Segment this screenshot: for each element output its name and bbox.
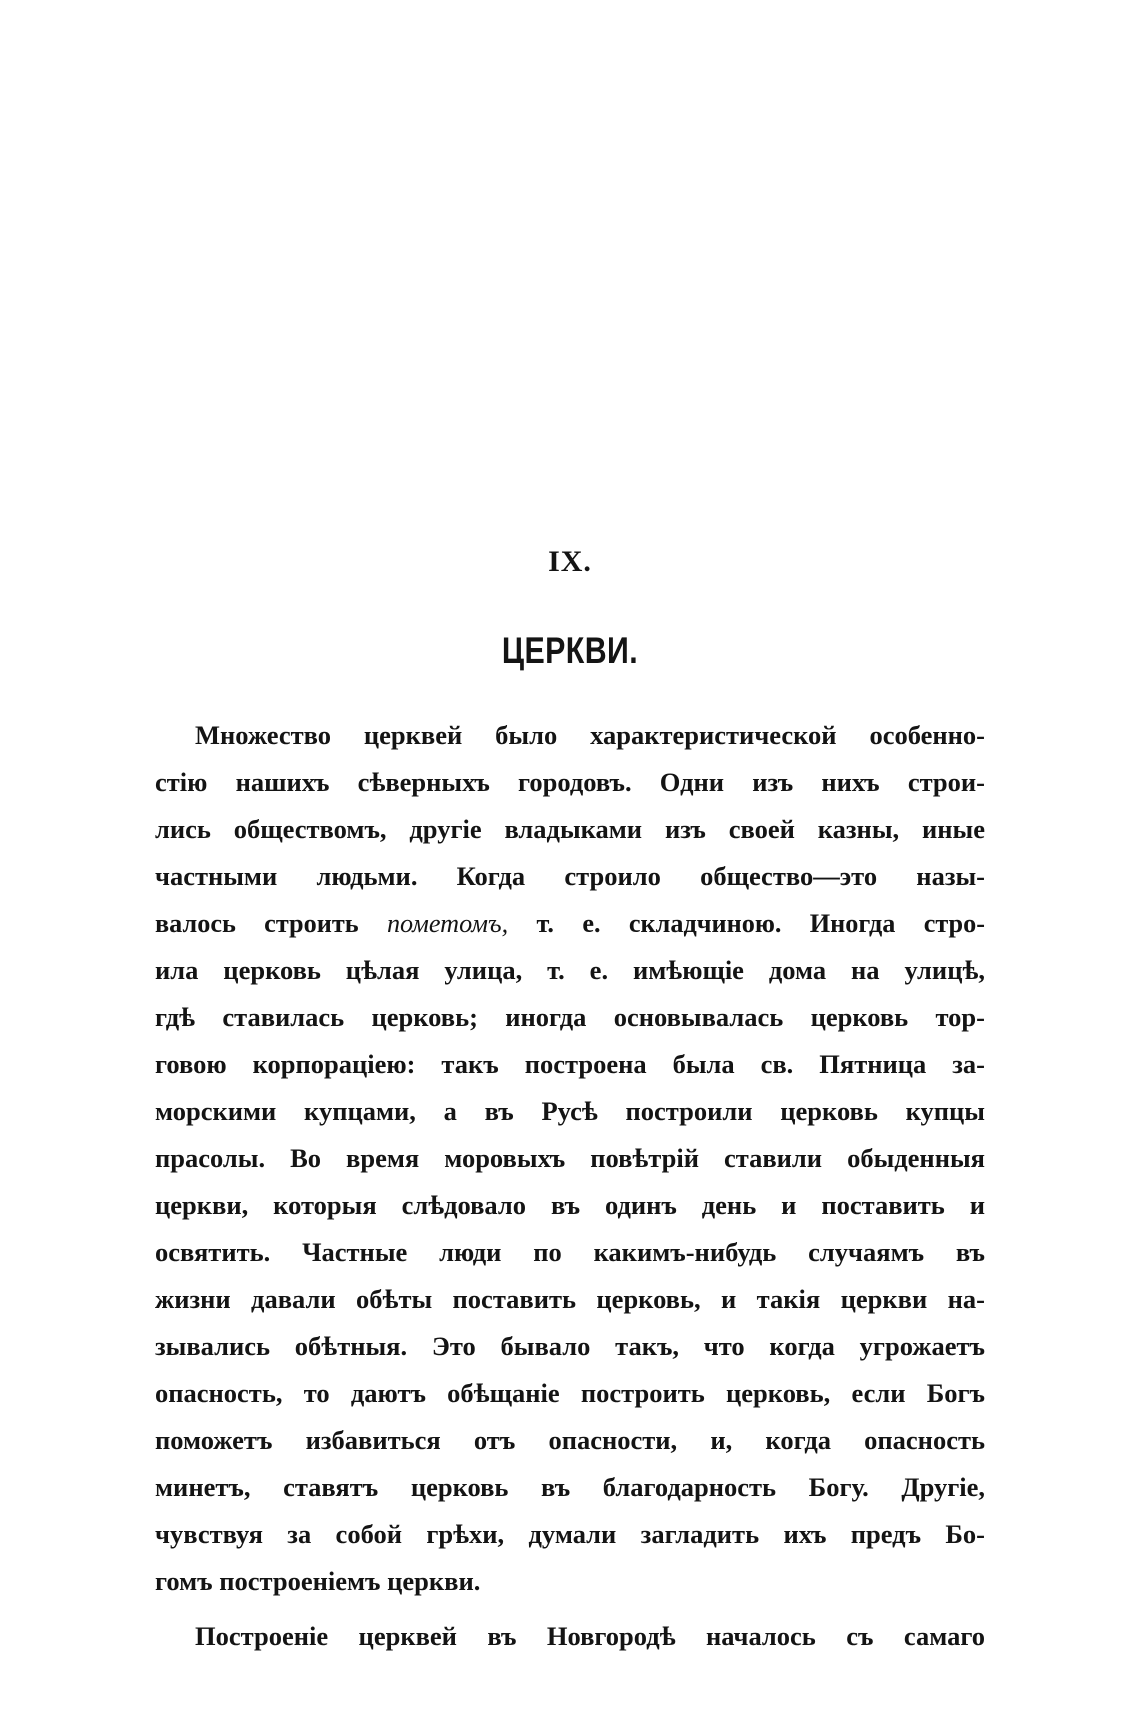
text-line (155, 900, 985, 947)
text-line: Построеніе церквей въ Новгородѣ началось съ самаго (195, 1621, 985, 1651)
text-line: лись обществомъ, другіе владыками изъ своей казны, иные (155, 814, 985, 844)
text-line: церкви, которыя слѣдовало въ одинъ день и поставить и (155, 1190, 985, 1220)
chapter-number: IX. (548, 545, 592, 578)
text-line: поможетъ избавиться отъ опасности, и, когда опасность (155, 1425, 985, 1455)
paragraph (155, 712, 985, 1605)
text-line: жизни давали обѣты поставить церковь, и такія церкви на- (155, 1284, 985, 1314)
text-line: минетъ, ставятъ церковь въ благодарность Богу. Другіе, (155, 1472, 985, 1502)
text-line: освятить. Частные люди по какимъ-нибудь случаямъ въ (155, 1237, 985, 1267)
text-line: Множество церквей было характеристической особенно- (195, 720, 985, 750)
text-line: гомъ построеніемъ церкви. (155, 1566, 481, 1596)
paragraph (155, 1613, 985, 1660)
text-line: опасность, то даютъ обѣщаніе построить церковь, если Богъ (155, 1378, 985, 1408)
text-line: частными людьми. Когда строило общество—это назы- (155, 861, 985, 891)
text-line: морскими купцами, а въ Русѣ построили церковь купцы (155, 1096, 985, 1126)
text-run: валось строить (155, 909, 359, 938)
text-line: стію нашихъ сѣверныхъ городовъ. Одни изъ нихъ строи- (155, 767, 985, 797)
chapter-title: ЦЕРКВИ. (501, 630, 639, 671)
text-line: прасолы. Во время моровыхъ повѣтрій ставили обыденныя (155, 1143, 985, 1173)
body-text (155, 712, 985, 1660)
text-line: зывались обѣтныя. Это бывало такъ, что когда угрожаетъ (155, 1331, 985, 1361)
text-line: гдѣ ставилась церковь; иногда основывалась церковь тор- (155, 1002, 985, 1032)
text-run: т. е. складчиною. Иногда стро- (536, 909, 985, 938)
text-line: чувствуя за собой грѣхи, думали загладить ихъ предъ Бо- (155, 1519, 985, 1549)
italic-term: пометомъ, (386, 909, 509, 938)
text-line: говою корпораціею: такъ построена была св. Пятница за- (155, 1049, 985, 1079)
text-line: ила церковь цѣлая улица, т. е. имѣющіе дома на улицѣ, (155, 955, 985, 985)
